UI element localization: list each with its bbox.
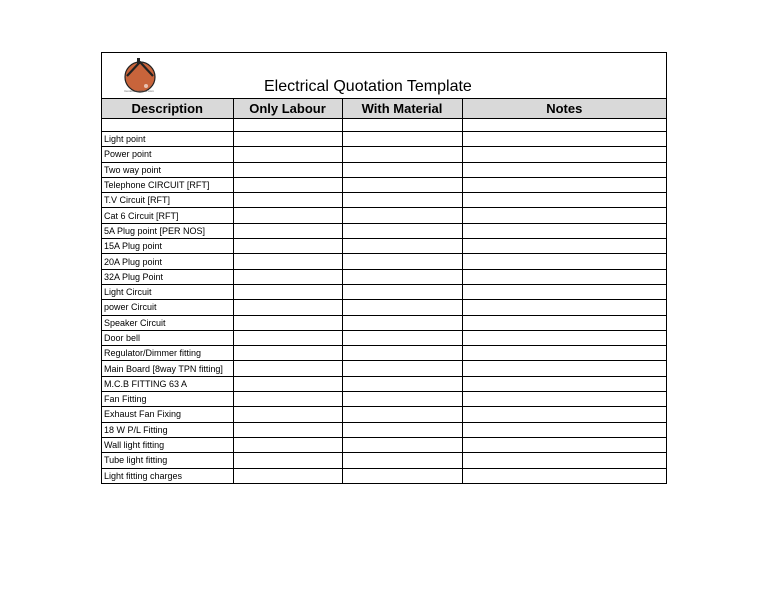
with-material-cell[interactable] xyxy=(342,119,462,132)
description-cell: Exhaust Fan Fixing xyxy=(102,407,233,422)
table-row xyxy=(102,407,666,422)
title-row xyxy=(102,53,666,98)
description-cell: Speaker Circuit xyxy=(102,315,233,330)
only-labour-cell[interactable] xyxy=(233,407,342,422)
notes-cell[interactable] xyxy=(462,392,666,407)
only-labour-cell[interactable] xyxy=(233,147,342,162)
notes-cell[interactable] xyxy=(462,361,666,376)
notes-cell[interactable] xyxy=(462,422,666,437)
notes-cell[interactable] xyxy=(462,132,666,147)
table-row xyxy=(102,269,666,284)
table-row xyxy=(102,193,666,208)
description-cell: power Circuit xyxy=(102,300,233,315)
table-row xyxy=(102,119,666,132)
with-material-cell[interactable] xyxy=(342,254,462,269)
notes-cell[interactable] xyxy=(462,407,666,422)
description-cell: Door bell xyxy=(102,330,233,345)
only-labour-cell[interactable] xyxy=(233,193,342,208)
table-row xyxy=(102,239,666,254)
table-row xyxy=(102,208,666,223)
notes-cell[interactable] xyxy=(462,239,666,254)
with-material-cell[interactable] xyxy=(342,284,462,299)
only-labour-cell[interactable] xyxy=(233,284,342,299)
description-cell: Wall light fitting xyxy=(102,437,233,452)
with-material-cell[interactable] xyxy=(342,239,462,254)
with-material-cell[interactable] xyxy=(342,223,462,238)
quotation-table xyxy=(102,98,666,483)
table-row xyxy=(102,437,666,452)
with-material-cell[interactable] xyxy=(342,376,462,391)
column-header-notes: Notes xyxy=(462,99,666,119)
table-row xyxy=(102,177,666,192)
table-row xyxy=(102,346,666,361)
with-material-cell[interactable] xyxy=(342,468,462,483)
table-row xyxy=(102,453,666,468)
description-cell: Fan Fitting xyxy=(102,392,233,407)
description-cell: Light Circuit xyxy=(102,284,233,299)
only-labour-cell[interactable] xyxy=(233,162,342,177)
column-header-only-labour: Only Labour xyxy=(233,99,342,119)
only-labour-cell[interactable] xyxy=(233,315,342,330)
only-labour-cell[interactable] xyxy=(233,269,342,284)
column-header-with-material: With Material xyxy=(342,99,462,119)
with-material-cell[interactable] xyxy=(342,147,462,162)
table-row xyxy=(102,392,666,407)
page-title: Electrical Quotation Template xyxy=(264,78,472,95)
only-labour-cell[interactable] xyxy=(233,361,342,376)
notes-cell[interactable] xyxy=(462,177,666,192)
only-labour-cell[interactable] xyxy=(233,119,342,132)
description-cell: Two way point xyxy=(102,162,233,177)
notes-cell[interactable] xyxy=(462,376,666,391)
table-row xyxy=(102,300,666,315)
only-labour-cell[interactable] xyxy=(233,468,342,483)
table-row xyxy=(102,254,666,269)
only-labour-cell[interactable] xyxy=(233,376,342,391)
with-material-cell[interactable] xyxy=(342,315,462,330)
notes-cell[interactable] xyxy=(462,315,666,330)
notes-cell[interactable] xyxy=(462,346,666,361)
only-labour-cell[interactable] xyxy=(233,208,342,223)
with-material-cell[interactable] xyxy=(342,437,462,452)
table-row xyxy=(102,422,666,437)
only-labour-cell[interactable] xyxy=(233,223,342,238)
with-material-cell[interactable] xyxy=(342,300,462,315)
only-labour-cell[interactable] xyxy=(233,300,342,315)
description-cell: Light fitting charges xyxy=(102,468,233,483)
table-row xyxy=(102,315,666,330)
notes-cell[interactable] xyxy=(462,330,666,345)
only-labour-cell[interactable] xyxy=(233,437,342,452)
notes-cell[interactable] xyxy=(462,468,666,483)
notes-cell[interactable] xyxy=(462,119,666,132)
with-material-cell[interactable] xyxy=(342,162,462,177)
with-material-cell[interactable] xyxy=(342,422,462,437)
description-cell: 32A Plug Point xyxy=(102,269,233,284)
description-cell: Light point xyxy=(102,132,233,147)
description-cell: Power point xyxy=(102,147,233,162)
table-row xyxy=(102,284,666,299)
table-row xyxy=(102,376,666,391)
table-row xyxy=(102,361,666,376)
notes-cell[interactable] xyxy=(462,284,666,299)
description-cell: 20A Plug point xyxy=(102,254,233,269)
only-labour-cell[interactable] xyxy=(233,453,342,468)
notes-cell[interactable] xyxy=(462,223,666,238)
description-cell: Telephone CIRCUIT [RFT] xyxy=(102,177,233,192)
with-material-cell[interactable] xyxy=(342,177,462,192)
description-cell: Main Board [8way TPN fitting] xyxy=(102,361,233,376)
quotation-sheet xyxy=(101,52,667,484)
table-row xyxy=(102,223,666,238)
notes-cell[interactable] xyxy=(462,208,666,223)
table-row xyxy=(102,162,666,177)
notes-cell[interactable] xyxy=(462,437,666,452)
only-labour-cell[interactable] xyxy=(233,330,342,345)
notes-cell[interactable] xyxy=(462,453,666,468)
notes-cell[interactable] xyxy=(462,162,666,177)
only-labour-cell[interactable] xyxy=(233,254,342,269)
table-row xyxy=(102,468,666,483)
with-material-cell[interactable] xyxy=(342,453,462,468)
logo-caption: ConstructorWiser.com xyxy=(124,89,154,93)
with-material-cell[interactable] xyxy=(342,208,462,223)
description-cell: Tube light fitting xyxy=(102,453,233,468)
table-row xyxy=(102,147,666,162)
only-labour-cell[interactable] xyxy=(233,392,342,407)
description-cell: 15A Plug point xyxy=(102,239,233,254)
with-material-cell[interactable] xyxy=(342,193,462,208)
description-cell: M.C.B FITTING 63 A xyxy=(102,376,233,391)
only-labour-cell[interactable] xyxy=(233,239,342,254)
description-cell xyxy=(102,119,233,132)
table-row xyxy=(102,330,666,345)
notes-cell[interactable] xyxy=(462,193,666,208)
only-labour-cell[interactable] xyxy=(233,346,342,361)
table-body xyxy=(102,119,666,483)
with-material-cell[interactable] xyxy=(342,361,462,376)
description-cell: Regulator/Dimmer fitting xyxy=(102,346,233,361)
with-material-cell[interactable] xyxy=(342,392,462,407)
description-cell: 5A Plug point [PER NOS] xyxy=(102,223,233,238)
description-cell: T.V Circuit [RFT] xyxy=(102,193,233,208)
with-material-cell[interactable] xyxy=(342,346,462,361)
notes-cell[interactable] xyxy=(462,269,666,284)
column-header-description: Description xyxy=(102,99,233,119)
with-material-cell[interactable] xyxy=(342,269,462,284)
description-cell: 18 W P/L Fitting xyxy=(102,422,233,437)
with-material-cell[interactable] xyxy=(342,407,462,422)
notes-cell[interactable] xyxy=(462,147,666,162)
table-row xyxy=(102,132,666,147)
only-labour-cell[interactable] xyxy=(233,132,342,147)
description-cell: Cat 6 Circuit [RFT] xyxy=(102,208,233,223)
with-material-cell[interactable] xyxy=(342,132,462,147)
notes-cell[interactable] xyxy=(462,254,666,269)
only-labour-cell[interactable] xyxy=(233,422,342,437)
table-header-row xyxy=(102,99,666,119)
with-material-cell[interactable] xyxy=(342,330,462,345)
notes-cell[interactable] xyxy=(462,300,666,315)
only-labour-cell[interactable] xyxy=(233,177,342,192)
